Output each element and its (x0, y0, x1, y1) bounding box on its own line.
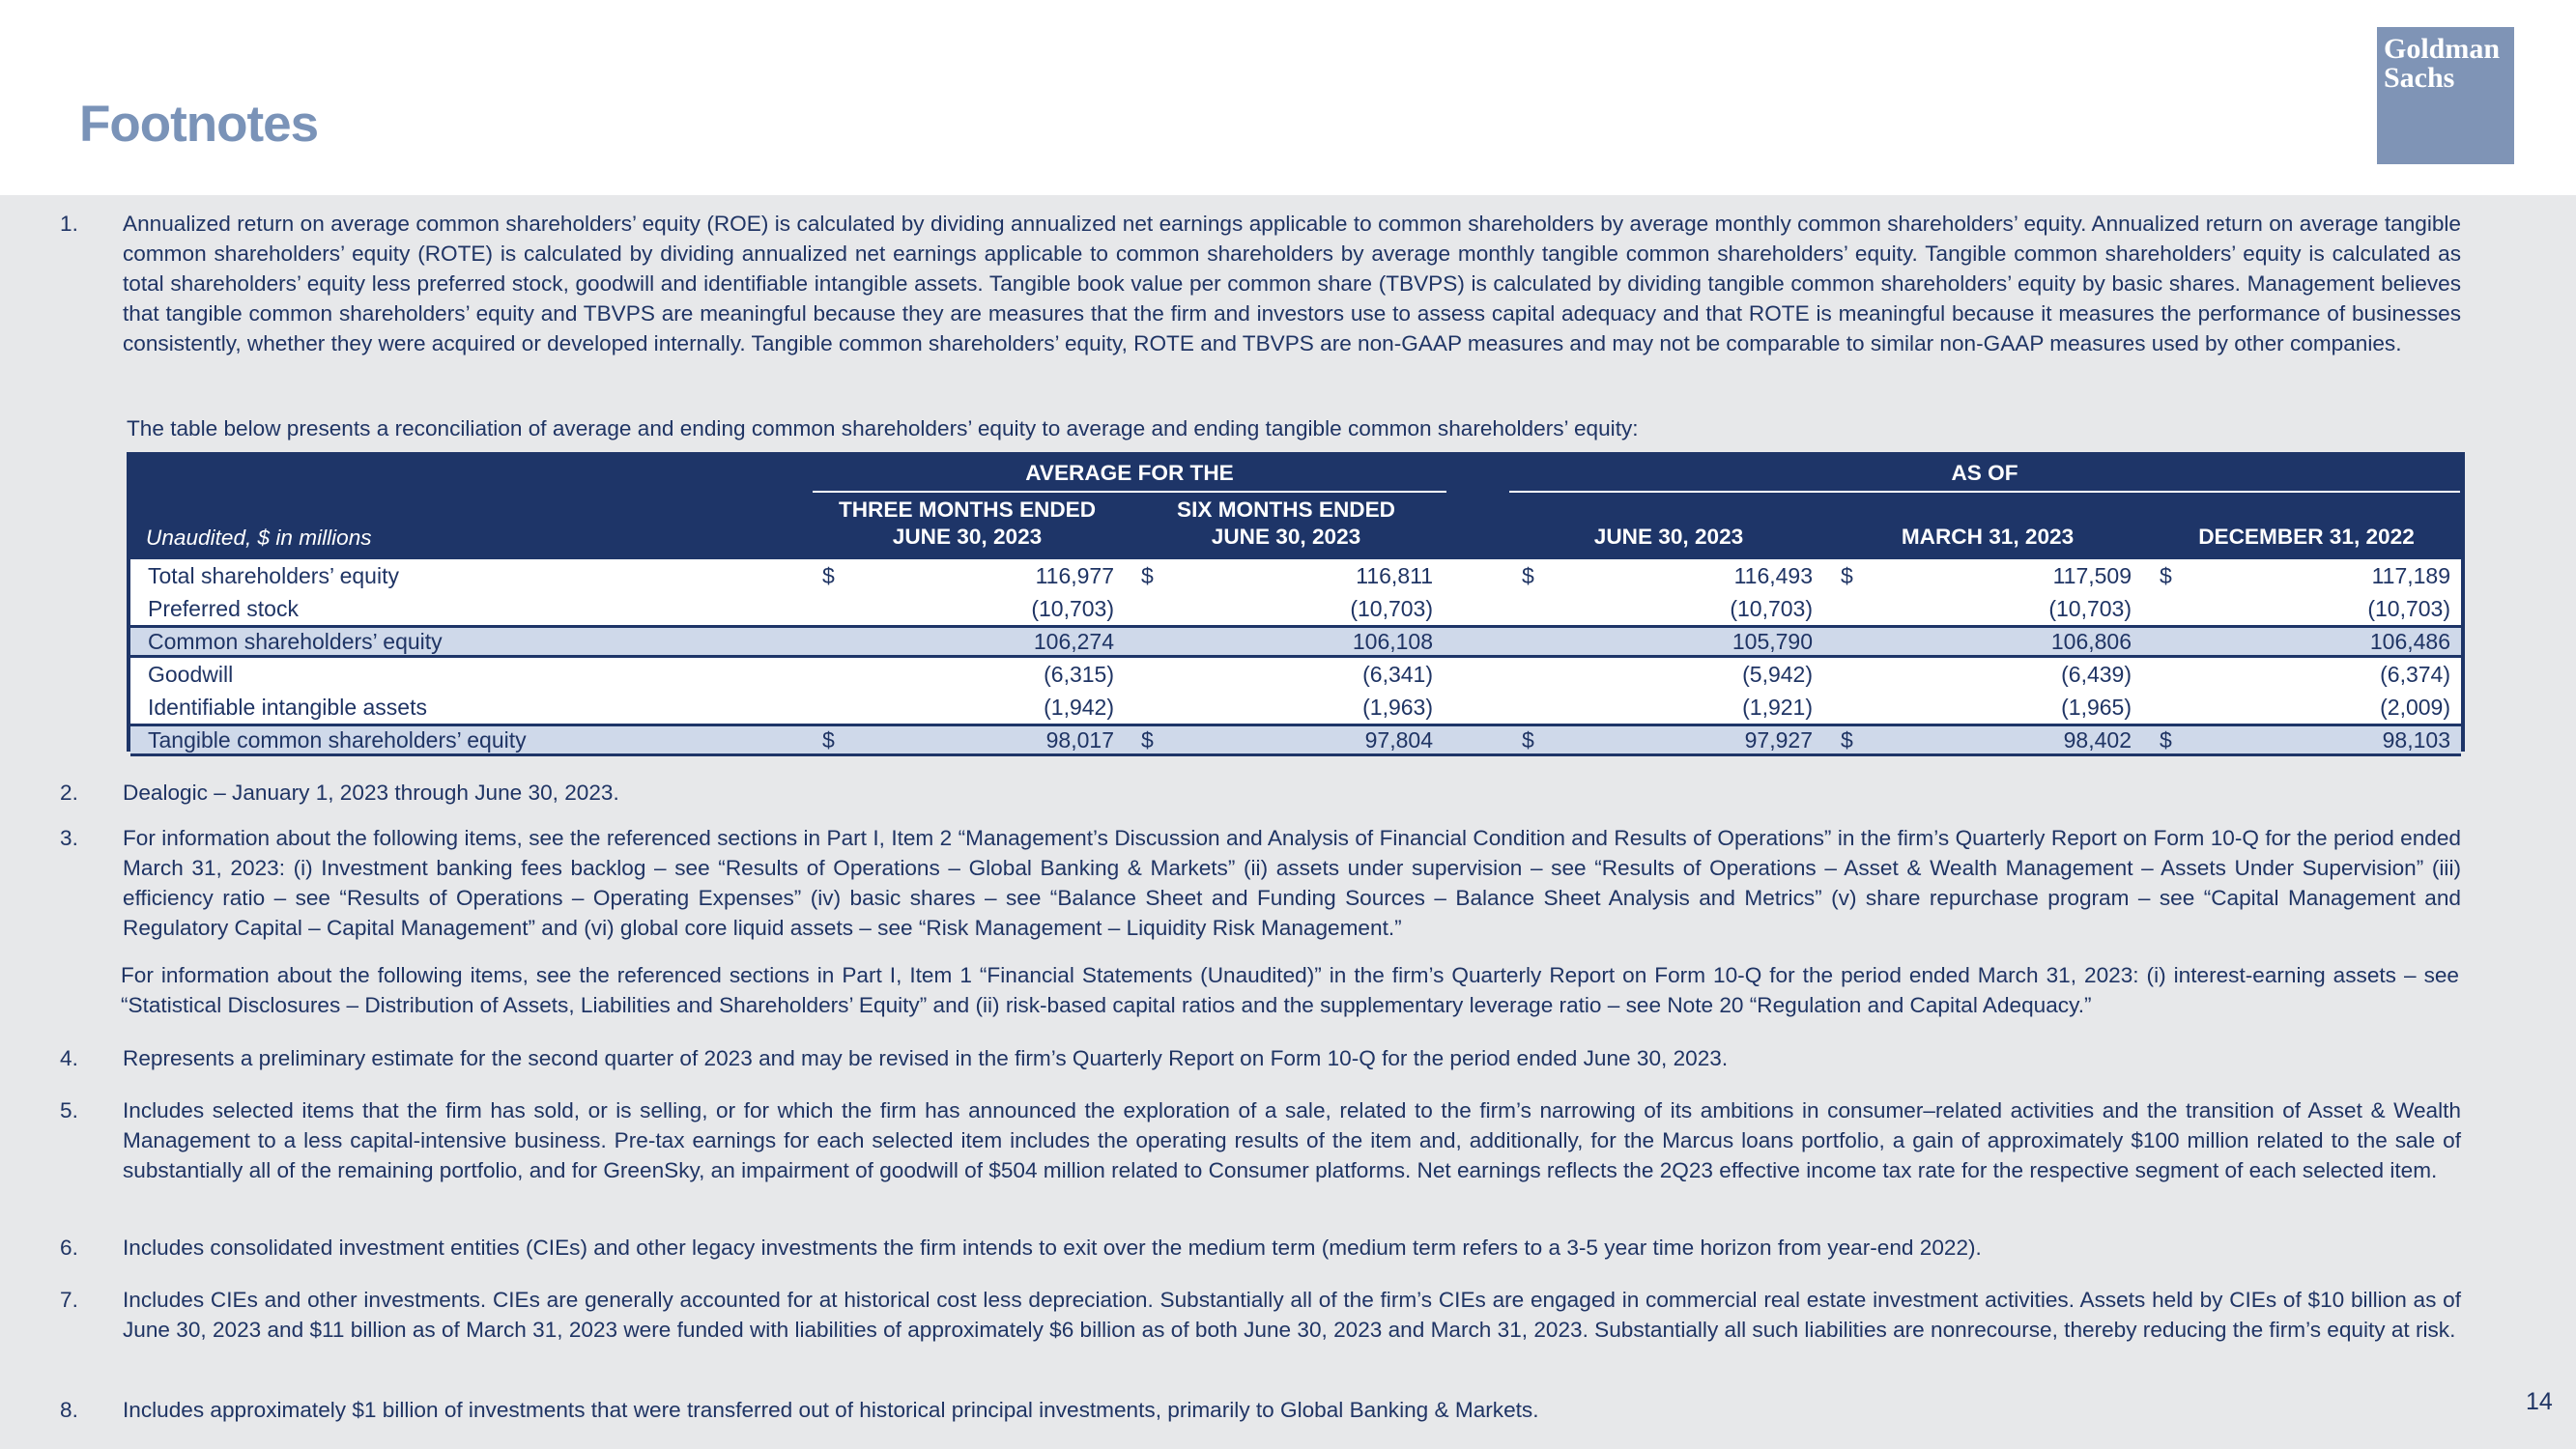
footnote-text: For information about the following items, see the referenced sections in Part I, Item 2 “Management’s Discussion and Analysis of Financial Condition and Results of Operations” in the firm’s Quarterly Report on Form 10-Q for the period ended March 31, 2023: (i) Investment banking fees backlog – see “Results of Operations – Global Banking & Markets” (ii) assets under supervision – see “Results of Operations – Asset & Wealth Management – Assets Under Supervision” (iii) efficiency ratio – see “Results of Operations – Operating Expenses” (iv) basic shares – see “Balance Sheet and Funding Sources – Balance Sheet Analysis and Metrics” (v) share repurchase program – see “Capital Management and Regulatory Capital – Capital Management” and (vi) global core liquid assets – see “Risk Management – Liquidity Risk Management.” (123, 826, 2461, 940)
cell-value: (6,315) (1044, 662, 1114, 687)
currency-symbol: $ (1522, 563, 1534, 588)
cell-value: 117,189 (2371, 563, 2450, 588)
cell-value: 98,402 (2063, 727, 2132, 753)
unit-label: Unaudited, $ in millions (146, 526, 372, 550)
footnote-text: Dealogic – January 1, 2023 through June 30, 2023. (123, 781, 619, 805)
footnote-text: Includes CIEs and other investments. CIEs are generally accounted for at historical cost less depreciation. Substantially all of the firm’s CIEs are engaged in commercial real estate investment activities. Assets held by CIEs of $10 billion as of June 30, 2023 and $11 billion as of March 31, 2023 were funded with liabilities of approximately $6 billion as of both June 30, 2023 and March 31, 2023. Substantially all such liabilities are nonrecourse, thereby reducing the firm’s equity at risk. (123, 1288, 2461, 1342)
cell-value: (10,703) (1031, 596, 1114, 621)
col-header-december: DECEMBER 31, 2022 (2198, 525, 2415, 549)
table-intro: The table below presents a reconciliation of average and ending common shareholders’ equity to average and ending tangible common shareholders’ equity: (127, 416, 1639, 440)
cell-value: (10,703) (2367, 596, 2450, 621)
col-header-march: MARCH 31, 2023 (1901, 525, 2075, 549)
cell-value: 97,927 (1744, 727, 1813, 753)
row-label: Identifiable intangible assets (148, 695, 427, 720)
cell-value: 116,493 (1733, 563, 1813, 588)
table-row (130, 559, 2461, 592)
cell-value: 117,509 (2052, 563, 2132, 588)
cell-value: 106,108 (1352, 629, 1433, 654)
table-row (130, 658, 2461, 691)
cell-value: 116,811 (1356, 563, 1433, 588)
footnote-3-continued: For information about the following items, see the referenced sections in Part I, Item 1 “Financial Statements (Unaudited)” in the firm’s Quarterly Report on Form 10-Q for the period ended March 31, 2023: (i) interest-earning assets – see “Statistical Disclosures – Distribution of Assets, Liabilities and Shareholders’ Equity” and (ii) risk-based capital ratios and the supplementary leverage ratio – see Note 20 “Regulation and Capital Adequacy.” (121, 963, 2459, 1017)
currency-symbol: $ (1841, 563, 1853, 588)
currency-symbol: $ (1141, 563, 1154, 588)
cell-value: (10,703) (1350, 596, 1433, 621)
group-rule (1509, 491, 2460, 493)
currency-symbol: $ (1141, 727, 1154, 753)
table-row (130, 592, 2461, 625)
currency-symbol: $ (1522, 727, 1534, 753)
cell-value: 106,486 (2369, 629, 2450, 654)
page-number: 14 (2526, 1388, 2553, 1415)
footnote-number: 4. (60, 1046, 78, 1070)
page-title: Footnotes (79, 96, 319, 153)
currency-symbol: $ (822, 563, 835, 588)
cell-value: (10,703) (1730, 596, 1813, 621)
row-label: Total shareholders’ equity (148, 563, 399, 588)
group-header-as-of: AS OF (1951, 461, 2018, 485)
currency-symbol: $ (2160, 727, 2172, 753)
footnote-number: 7. (60, 1288, 78, 1312)
cell-value: (1,965) (2061, 695, 2132, 720)
cell-value: (6,341) (1362, 662, 1433, 687)
footnote-number: 8. (60, 1398, 78, 1422)
cell-value: 105,790 (1732, 629, 1813, 654)
currency-symbol: $ (822, 727, 835, 753)
footnote-number: 6. (60, 1236, 78, 1260)
footnote-text: Represents a preliminary estimate for the second quarter of 2023 and may be revised in the firm’s Quarterly Report on Form 10-Q for the period ended June 30, 2023. (123, 1046, 1729, 1070)
footnote-text: Includes selected items that the firm has sold, or is selling, or for which the firm has announced the exploration of a sale, related to the firm’s narrowing of its ambitions in consumer–related activities and the transition of Asset & Wealth Management to a less capital-intensive business. Pre-tax earnings for each selected item includes the operating results of the item and, additionally, for the Marcus loans portfolio, a gain of approximately $100 million related to the sale of substantially all of the remaining portfolio, and for GreenSky, an impairment of goodwill of $504 million related to Consumer platforms. Net earnings reflects the 2Q23 effective income tax rate for the respective segment of each selected item. (123, 1098, 2461, 1182)
table-header (130, 456, 2461, 559)
col-header-june: JUNE 30, 2023 (1593, 525, 1744, 549)
currency-symbol: $ (2160, 563, 2172, 588)
footnote-text: Annualized return on average common shareholders’ equity (ROE) is calculated by dividing annualized net earnings applicable to common shareholders by average monthly common shareholders’ equity. Annualized return on average tangible common shareholders’ equity (ROTE) is calculated by dividing annualized net earnings applicable to common shareholders by average monthly tangible common shareholders’ equity. Tangible common shareholders’ equity is calculated as total shareholders’ equity less preferred stock, goodwill and identifiable intangible assets. Tangible book value per common share (TBVPS) is calculated by dividing tangible common shareholders’ equity by basic shares. Management believes that tangible common shareholders’ equity and TBVPS are meaningful because they are measures that the firm and investors use to assess capital adequacy and that ROTE is meaningful because it measures the performance of businesses consistently, whether they were acquired or developed internally. Tangible common shareholders’ equity, ROTE and TBVPS are non-GAAP measures and may not be comparable to similar non-GAAP measures used by other companies. (123, 212, 2461, 355)
header (0, 0, 2576, 195)
cell-value: 98,017 (1045, 727, 1114, 753)
group-header-average: AVERAGE FOR THE (1025, 461, 1234, 485)
footnote-number: 1. (60, 212, 78, 236)
reconciliation-table (127, 452, 2465, 752)
row-label: Common shareholders’ equity (148, 629, 443, 654)
cell-value: (2,009) (2380, 695, 2450, 720)
currency-symbol: $ (1841, 727, 1853, 753)
table-row (130, 625, 2461, 658)
footnote-number: 2. (60, 781, 78, 805)
footnote-text: Includes consolidated investment entities (CIEs) and other legacy investments the firm intends to exit over the medium term (medium term refers to a 3-5 year time horizon from year-end 2022). (123, 1236, 1982, 1260)
table-row (130, 724, 2461, 756)
cell-value: 97,804 (1364, 727, 1433, 753)
cell-value: 98,103 (2382, 727, 2450, 753)
cell-value: 116,977 (1035, 563, 1114, 588)
col-header-six-months: SIX MONTHS ENDED JUNE 30, 2023 (1177, 497, 1395, 549)
cell-value: (1,942) (1044, 695, 1114, 720)
table-row (130, 691, 2461, 724)
row-label: Preferred stock (148, 596, 299, 621)
cell-value: 106,274 (1033, 629, 1114, 654)
footnote-text: Includes approximately $1 billion of investments that were transferred out of historical principal investments, primarily to Global Banking & Markets. (123, 1398, 1539, 1422)
cell-value: (1,963) (1362, 695, 1433, 720)
row-label: Tangible common shareholders’ equity (148, 727, 527, 753)
col-header-three-months: THREE MONTHS ENDED JUNE 30, 2023 (838, 497, 1097, 549)
footnote-number: 3. (60, 826, 78, 850)
cell-value: (5,942) (1742, 662, 1813, 687)
footnote-number: 5. (60, 1098, 78, 1122)
group-rule (813, 491, 1446, 493)
row-label: Goodwill (148, 662, 234, 687)
goldman-sachs-logo: Goldman Sachs (2377, 27, 2514, 164)
cell-value: 106,806 (2050, 629, 2132, 654)
cell-value: (10,703) (2048, 596, 2132, 621)
cell-value: (1,921) (1742, 695, 1813, 720)
cell-value: (6,439) (2061, 662, 2132, 687)
cell-value: (6,374) (2380, 662, 2450, 687)
